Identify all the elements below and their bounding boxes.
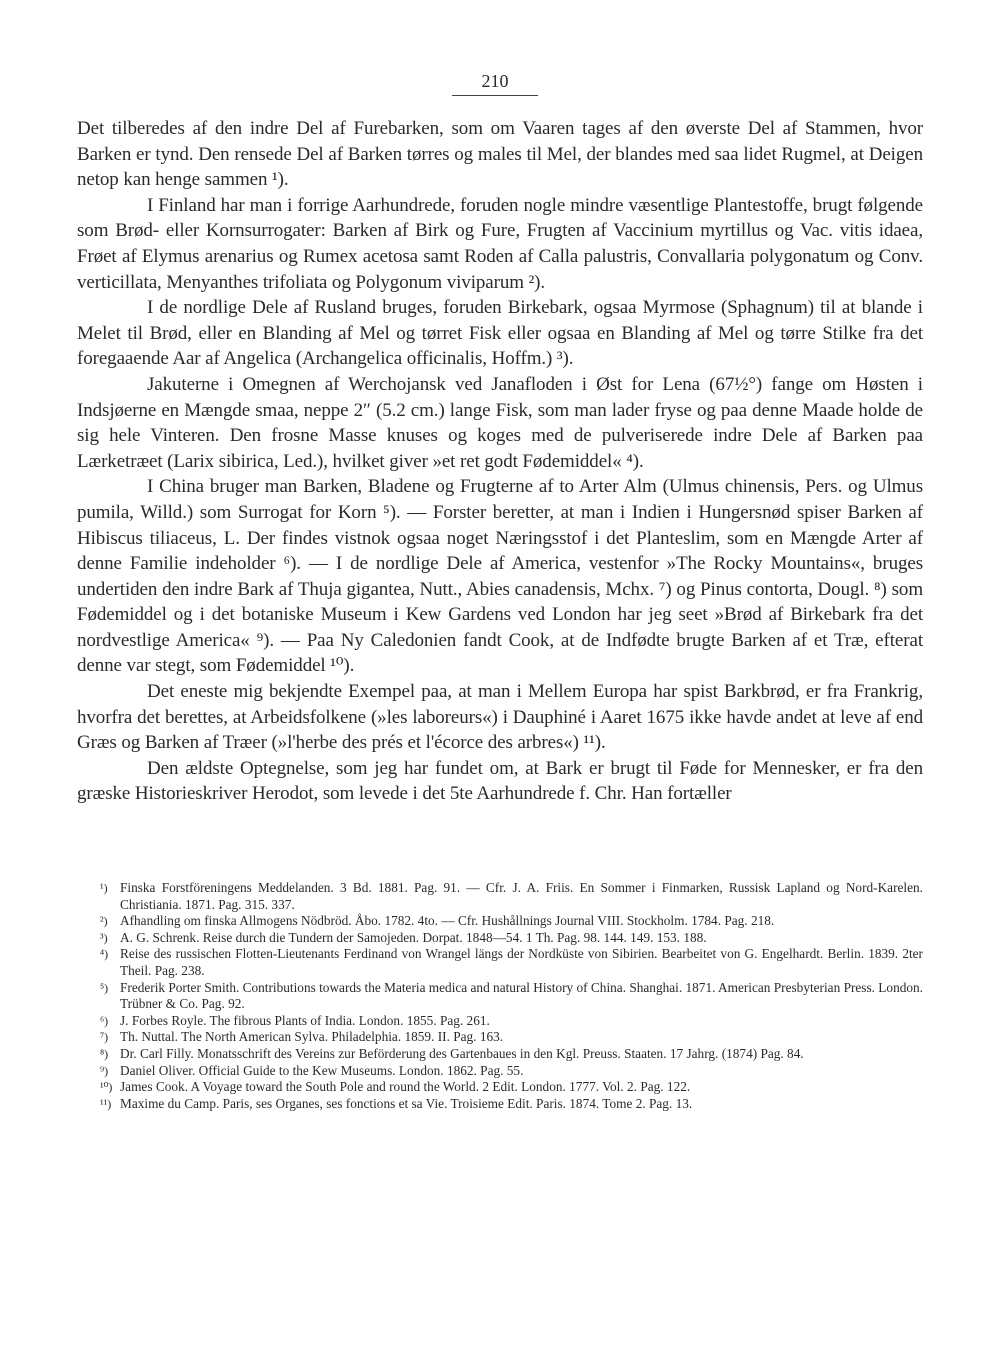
footnote-text: Afhandling om finska Allmogens Nödbröd. Åbo. 1782. 4to. — Cfr. Hushållnings Journal VIII. Stockholm. 1784. Pag. 218. (120, 913, 775, 929)
footnote-text: Reise des russischen Flotten-Lieutenants Ferdinand von Wrangel längs der Nordküste von Sibirien. Bearbeitet von G. Engelhardt. Berlin. 1839. 2ter Theil. Pag. 238. (120, 946, 923, 978)
footnote-mark: ⁵) (100, 980, 109, 995)
footnote (100, 880, 923, 913)
footnote-text: Th. Nuttal. The North American Sylva. Philadelphia. 1859. II. Pag. 163. (120, 1029, 504, 1045)
paragraph: Jakuterne i Omegnen af Werchojansk ved Janafloden i Øst for Lena (67½°) fange om Høsten i Indsjøerne en Mængde smaa, neppe 2″ (5.2 cm.) lange Fisk, som man lader fryse og paa denne Maade holde de sig hele Vinteren. Den frosne Masse knuses og koges med de pulveriserede indre Dele af Barken paa Lærketræet (Larix sibirica, Led.), hvilket giver »et ret godt Fødemiddel« ⁴). (77, 373, 923, 472)
footnote-text: A. G. Schrenk. Reise durch die Tundern der Samojeden. Dorpat. 1848—54. 1 Th. Pag. 98. 144. 149. 153. 188. (120, 929, 707, 945)
page-number: 210 (481, 71, 509, 91)
footnote-mark: ¹¹) (100, 1096, 112, 1111)
footnote-text: Dr. Carl Filly. Monatsschrift des Vereins zur Beförderung des Gartenbaues in den Kgl. Preuss. Staaten. 17 Jahrg. (1874) Pag. 84. (120, 1045, 804, 1061)
paragraph: I China bruger man Barken, Bladene og Frugterne af to Arter Alm (Ulmus chinensis, Pers. og Ulmus pumila, Willd.) som Surrogat for Korn ⁵). — Forster beretter, at man i Indien i Hungersnød spiser Barken af Hibiscus tiliaceus, L. Der findes vistnok ogsaa noget Næringsstof i det Planteslim, som en Mængde Arter af denne Familie indeholder ⁶). — I de nordlige Dele af America, vestenfor »The Rocky Mountains«, bruges undertiden den indre Bark af Thuja gigantea, Nutt., Abies canadensis, Mchx. ⁷) og Pinus contorta, Dougl. ⁸) som Fødemiddel og i det botaniske Museum i Kew Gardens ved London har jeg seet »Brød af Birkebark fra det nordvestlige America« ⁹). — Paa Ny Caledonien fandt Cook, at de Indfødte brugte Barken af et Træ, efterat denne var stegt, som Fødemiddel ¹⁰). (77, 476, 923, 677)
footnote-mark: ³) (100, 930, 108, 945)
paragraph: Den ældste Optegnelse, som jeg har fundet om, at Bark er brugt til Føde for Mennesker, er fra den græske Historieskriver Herodot, som levede i det 5te Aarhundrede f. Chr. Han fortæller (77, 757, 923, 805)
page-number-rule (452, 95, 538, 96)
footnote-mark: ⁶) (100, 1013, 109, 1028)
footnote (100, 1079, 923, 1096)
footnote-mark: ⁴) (100, 947, 109, 962)
footnote-text: J. Forbes Royle. The fibrous Plants of India. London. 1855. Pag. 261. (120, 1012, 490, 1028)
footnote (100, 1063, 923, 1080)
footnote (100, 913, 923, 930)
footnote-text: Finska Forstföreningens Meddelanden. 3 Bd. 1881. Pag. 91. — Cfr. J. A. Friis. En Sommer i Finmarken, Russisk Lapland og Nord-Karelen. Christiania. 1871. Pag. 315. 337. (120, 880, 923, 912)
paragraph: I Finland har man i forrige Aarhundrede, foruden nogle mindre væsentlige Plantestoffe, brugt følgende som Brød- eller Kornsurrogater: Barken af Birk og Fure, Frugten af Vaccinium myrtillus og Vac. vitis idaea, Frøet af Elymus arenarius og Rumex acetosa samt Roden af Calla palustris, Convallaria polygonatum og Conv. verticillata, Menyanthes trifoliata og Polygonum viviparum ²). (77, 194, 923, 293)
paragraph: Det eneste mig bekjendte Exempel paa, at man i Mellem Europa har spist Barkbrød, er fra Frankrig, hvorfra det berettes, at Arbeidsfolkene (»les laboreurs«) i Dauphiné i Aaret 1675 ikke havde andet at leve af end Græs og Barken af Træer (»l'herbe des prés et l'écorce des arbres«) ¹¹). (77, 681, 923, 754)
footnote-mark: ¹) (100, 881, 108, 895)
paragraph: Det tilberedes af den indre Del af Furebarken, som om Vaaren tages af den øverste Del af Stammen, hvor Barken er tynd. Den rensede Del af Barken tørres og males til Mel, der blandes med saa lidet Rugmel, at Deigen netop kan henge sammen ¹). (77, 118, 923, 191)
footnote-text: James Cook. A Voyage toward the South Pole and round the World. 2 Edit. London. 1777. Vol. 2. Pag. 122. (120, 1079, 691, 1095)
footnote-text: Frederik Porter Smith. Contributions towards the Materia medica and natural History of China. Shanghai. 1871. American Presbyterian Press. London. Trübner & Co. Pag. 92. (120, 979, 923, 1012)
body-text (77, 116, 923, 807)
footnote (100, 1046, 923, 1063)
footnote (100, 980, 923, 1013)
footnote-mark: ⁹) (100, 1063, 109, 1078)
footnote-separator (77, 874, 923, 875)
footnote-mark: ¹⁰) (100, 1080, 113, 1095)
footnotes (100, 880, 923, 1112)
footnote (100, 1096, 923, 1113)
footnote (100, 930, 923, 947)
paragraph: I de nordlige Dele af Rusland bruges, foruden Birkebark, ogsaa Myrmose (Sphagnum) til at blande i Melet til Brød, eller en Blanding af Mel og tørret Fisk eller ogsaa en Blanding af Mel og tørre Stilke fra det foregaaende Aar af Angelica (Archangelica officinalis, Hoffm.) ³). (77, 297, 923, 370)
footnote-text: Maxime du Camp. Paris, ses Organes, ses fonctions et sa Vie. Troisieme Edit. Paris. 1874. Tome 2. Pag. 13. (120, 1095, 693, 1111)
footnote-mark: ²) (100, 914, 108, 929)
footnote (100, 1029, 923, 1046)
footnote-mark: ⁷) (100, 1030, 109, 1045)
footnote (100, 1013, 923, 1030)
footnote (100, 946, 923, 979)
footnote-mark: ⁸) (100, 1046, 109, 1061)
footnote-text: Daniel Oliver. Official Guide to the Kew Museums. London. 1862. Pag. 55. (120, 1062, 524, 1078)
